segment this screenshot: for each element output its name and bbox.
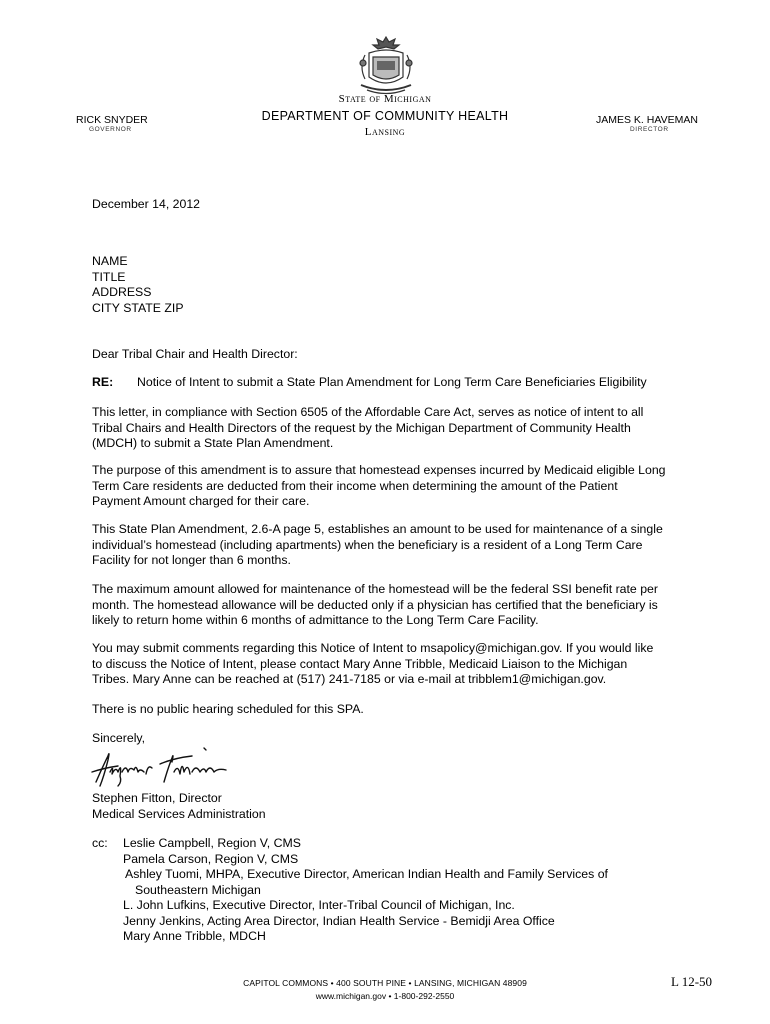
paragraph-1 [92, 405, 684, 452]
footer-address: CAPITOL COMMONS • 400 SOUTH PINE • LANSING, MICHIGAN 48909 [243, 978, 527, 988]
paragraph-4 [92, 582, 684, 629]
document-code: L 12-50 [671, 974, 713, 989]
paragraph-line: There is no public hearing scheduled for this SPA. [92, 702, 364, 716]
paragraph-line: Tribal Chairs and Health Directors of the request by the Michigan Department of Community Health [92, 420, 631, 435]
salutation: Dear Tribal Chair and Health Director: [92, 347, 298, 361]
footer-contact: www.michigan.gov • 1-800-292-2550 [315, 991, 455, 1001]
paragraph-line: Facility for not longer than 6 months. [92, 553, 291, 567]
cc-recipient: Leslie Campbell, Region V, CMS [123, 836, 301, 850]
state-seal-logo [355, 33, 417, 99]
cc-recipient: Ashley Tuomi, MHPA, Executive Director, American Indian Health and Family Services of [125, 867, 608, 881]
signer-name: Stephen Fitton, Director [92, 791, 222, 805]
paragraph-line: likely to return home within 6 months of admittance to the Long Term Care Facility. [92, 613, 539, 627]
cc-recipient: Pamela Carson, Region V, CMS [123, 851, 299, 866]
paragraph-line: to discuss the Notice of Intent, please contact Mary Anne Tribble, Medicaid Liaison to the Michigan [92, 656, 628, 671]
closing: Sincerely, [92, 731, 146, 745]
recipient-address [92, 254, 184, 316]
signer-organization: Medical Services Administration [92, 806, 266, 821]
paragraph-line: This State Plan Amendment, 2.6-A page 5, establishes an amount to be used for maintenance of a single [92, 522, 663, 536]
paragraph-line: The purpose of this amendment is to assure that homestead expenses incurred by Medicaid eligible Long [92, 463, 666, 477]
paragraph-line: individual’s homestead (including apartments) when the beneficiary is a resident of a Long Term Care [92, 537, 643, 552]
paragraph-2 [92, 463, 684, 510]
paragraph-line: Term Care residents are deducted from their income when determining the amount of the Patient [92, 478, 618, 493]
department-city: Lansing [364, 126, 406, 138]
paragraph-line: month. The homestead allowance will be deducted only if a physician has certified that the beneficiary is [92, 597, 658, 612]
re-label: RE: [92, 375, 114, 389]
paragraph-6 [92, 702, 684, 718]
cc-recipient: Southeastern Michigan [135, 882, 261, 897]
paragraph-line: Payment Amount charged for their care. [92, 494, 310, 508]
re-subject: Notice of Intent to submit a State Plan Amendment for Long Term Care Beneficiaries Eligibility [137, 375, 647, 389]
signer-block [92, 791, 266, 822]
cc-recipient: L. John Lufkins, Executive Director, Inter-Tribal Council of Michigan, Inc. [123, 898, 515, 912]
state-name: State of Michigan [338, 93, 432, 105]
address-line: NAME [92, 254, 128, 268]
department-name: DEPARTMENT OF COMMUNITY HEALTH [261, 109, 509, 123]
cc-recipient: Jenny Jenkins, Acting Area Director, Indian Health Service - Bemidji Area Office [123, 913, 555, 928]
director-title: DIRECTOR [630, 126, 669, 133]
governor-title: GOVERNOR [89, 126, 132, 133]
address-line: TITLE [92, 269, 126, 284]
address-line: CITY STATE ZIP [92, 300, 184, 315]
paragraph-line: (MDCH) to submit a State Plan Amendment. [92, 436, 334, 450]
paragraph-3 [92, 522, 684, 569]
cc-recipient: Mary Anne Tribble, MDCH [123, 929, 266, 943]
paragraph-line: Tribes. Mary Anne can be reached at (517) 241-7185 or via e-mail at tribblem1@michigan.gov. [92, 672, 607, 686]
handwritten-signature [88, 742, 238, 790]
director-name: JAMES K. HAVEMAN [596, 114, 698, 126]
cc-label: cc: [92, 836, 108, 850]
paragraph-line: You may submit comments regarding this Notice of Intent to msapolicy@michigan.gov. If you would like [92, 641, 654, 655]
letter-date: December 14, 2012 [92, 197, 201, 211]
paragraph-line: This letter, in compliance with Section 6505 of the Affordable Care Act, serves as notice of intent to all [92, 405, 644, 419]
governor-name: RICK SNYDER [76, 114, 148, 126]
cc-list [123, 836, 608, 945]
address-line: ADDRESS [92, 285, 152, 299]
paragraph-5 [92, 641, 684, 688]
paragraph-line: The maximum amount allowed for maintenance of the homestead will be the federal SSI benefit rate per [92, 582, 658, 596]
